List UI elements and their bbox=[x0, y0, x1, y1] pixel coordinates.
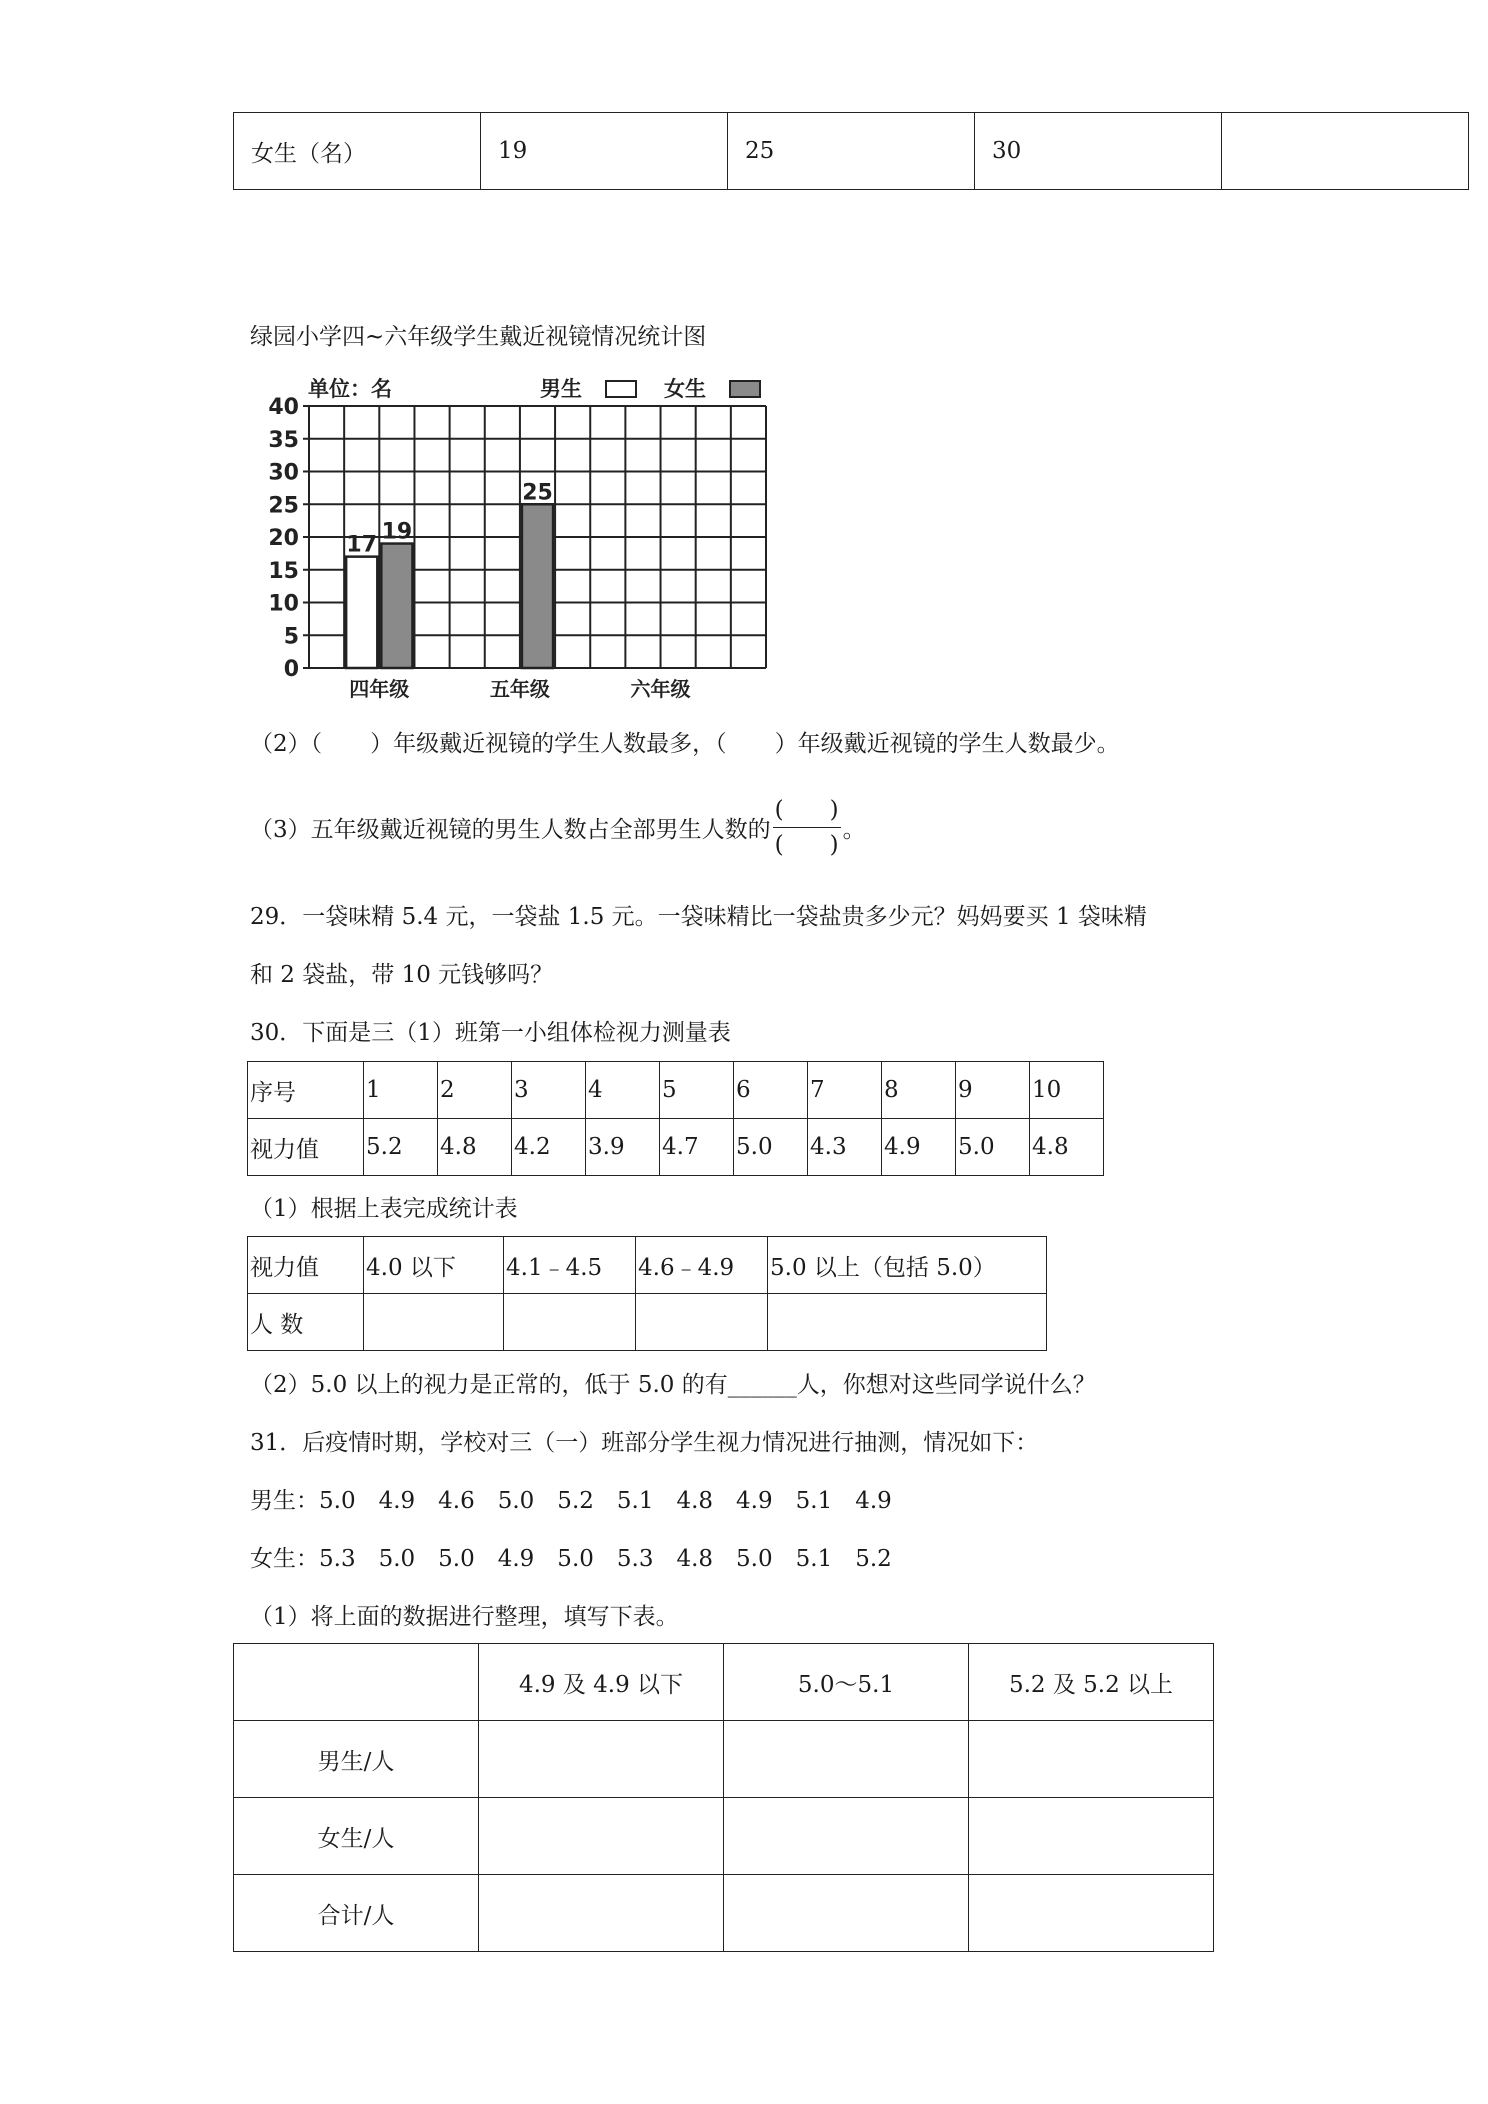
table-cell: 4 bbox=[586, 1062, 660, 1119]
question-31-sub1: （1）将上面的数据进行整理，填写下表。 bbox=[250, 1604, 679, 1630]
answer-cell[interactable] bbox=[724, 1798, 969, 1875]
x-category-label: 四年级 bbox=[349, 677, 410, 701]
fraction-denominator: ( ) bbox=[774, 832, 839, 858]
table-cell: 5.0 bbox=[734, 1119, 808, 1176]
table-row bbox=[234, 1721, 1214, 1798]
header-cell: 4.0 以下 bbox=[364, 1237, 504, 1294]
header-cell: 4.1﹣4.5 bbox=[504, 1237, 636, 1294]
question-31-title: 31．后疫情时期，学校对三（一）班部分学生视力情况进行抽测，情况如下： bbox=[250, 1430, 1039, 1456]
answer-cell[interactable] bbox=[969, 1798, 1214, 1875]
q3-text: （3）五年级戴近视镜的男生人数占全部男生人数的 bbox=[250, 817, 771, 843]
question-29-line1: 29．一袋味精 5.4 元，一袋盐 1.5 元。一袋味精比一袋盐贵多少元？妈妈要买 1 袋味精 bbox=[250, 904, 1147, 930]
y-tick-label: 0 bbox=[283, 657, 299, 682]
header-cell: 5.0 以上（包括 5.0） bbox=[768, 1237, 1047, 1294]
answer-cell[interactable] bbox=[636, 1294, 768, 1351]
row-label: 合计/人 bbox=[234, 1875, 479, 1952]
table-cell: 8 bbox=[882, 1062, 956, 1119]
fraction-blank[interactable] bbox=[773, 795, 841, 860]
answer-cell[interactable] bbox=[724, 1721, 969, 1798]
table-row bbox=[248, 1119, 1104, 1176]
unit-label: 单位：名 bbox=[308, 377, 392, 401]
header-cell: 4.6﹣4.9 bbox=[636, 1237, 768, 1294]
y-tick-label: 25 bbox=[268, 493, 299, 519]
row-label: 序号 bbox=[248, 1062, 364, 1119]
table-cell: 4.8 bbox=[438, 1119, 512, 1176]
q2-part-b: ）年级戴近视镜的学生人数最多，（ bbox=[370, 731, 727, 757]
fraction-numerator: ( ) bbox=[773, 795, 841, 828]
table-cell: 4.7 bbox=[660, 1119, 734, 1176]
row-label: 视力值 bbox=[248, 1119, 364, 1176]
bar bbox=[381, 544, 412, 668]
q2-part-a: （2）（ bbox=[250, 731, 323, 757]
table-cell: 2 bbox=[438, 1062, 512, 1119]
y-tick-label: 35 bbox=[268, 427, 299, 453]
table-cell: 5.2 bbox=[364, 1119, 438, 1176]
legend-swatch-boys bbox=[606, 381, 636, 397]
question-30-title: 30．下面是三（1）班第一小组体检视力测量表 bbox=[250, 1020, 731, 1046]
question-30-sub2: （2）5.0 以上的视力是正常的，低于 5.0 的有______人，你想对这些同学说什么？ bbox=[250, 1372, 1096, 1398]
bar bbox=[346, 557, 377, 668]
data-label: 19 bbox=[381, 519, 413, 545]
row-label: 女生（名） bbox=[234, 113, 481, 190]
legend-swatch-girls bbox=[730, 381, 760, 397]
y-tick-label: 15 bbox=[268, 558, 299, 584]
q3-end: 。 bbox=[842, 817, 866, 843]
answer-cell[interactable] bbox=[479, 1798, 724, 1875]
table-cell: 3 bbox=[512, 1062, 586, 1119]
table-cell: 10 bbox=[1030, 1062, 1104, 1119]
row-label: 女生/人 bbox=[234, 1798, 479, 1875]
table-row bbox=[248, 1062, 1104, 1119]
header-cell-blank bbox=[234, 1644, 479, 1721]
answer-cell[interactable] bbox=[724, 1875, 969, 1952]
header-cell: 5.2 及 5.2 以上 bbox=[969, 1644, 1214, 1721]
question-2 bbox=[250, 729, 1120, 759]
legend-label-girls: 女生 bbox=[664, 377, 706, 401]
y-tick-label: 5 bbox=[283, 624, 299, 650]
y-tick-label: 10 bbox=[268, 591, 299, 617]
girls-count-table bbox=[233, 112, 1469, 190]
table-cell: 4.8 bbox=[1030, 1119, 1104, 1176]
vision-measure-table bbox=[247, 1061, 1104, 1176]
table-row bbox=[248, 1294, 1047, 1351]
legend-label-boys: 男生 bbox=[540, 377, 582, 401]
table-row bbox=[234, 1798, 1214, 1875]
row-label: 男生/人 bbox=[234, 1721, 479, 1798]
answer-cell[interactable] bbox=[969, 1721, 1214, 1798]
y-tick-label: 30 bbox=[268, 460, 299, 486]
table-row bbox=[234, 1875, 1214, 1952]
bar-chart bbox=[268, 372, 792, 702]
table-cell: 30 bbox=[975, 113, 1222, 190]
header-cell: 5.0～5.1 bbox=[724, 1644, 969, 1721]
table-cell: 4.3 bbox=[808, 1119, 882, 1176]
table-cell: 7 bbox=[808, 1062, 882, 1119]
y-tick-label: 40 bbox=[268, 395, 299, 420]
chart-title: 绿园小学四~六年级学生戴近视镜情况统计图 bbox=[250, 324, 707, 350]
header-cell: 4.9 及 4.9 以下 bbox=[479, 1644, 724, 1721]
table-row bbox=[248, 1237, 1047, 1294]
table-cell: 4.2 bbox=[512, 1119, 586, 1176]
answer-cell[interactable] bbox=[479, 1875, 724, 1952]
answer-cell[interactable] bbox=[504, 1294, 636, 1351]
data-label: 17 bbox=[346, 532, 378, 558]
table-cell: 3.9 bbox=[586, 1119, 660, 1176]
table-cell: 5.0 bbox=[956, 1119, 1030, 1176]
table-row bbox=[234, 113, 1469, 190]
x-category-label: 六年级 bbox=[630, 677, 691, 701]
data-label: 25 bbox=[522, 480, 553, 506]
y-tick-label: 20 bbox=[268, 526, 299, 551]
x-category-label: 五年级 bbox=[489, 677, 550, 701]
q2-part-c: ）年级戴近视镜的学生人数最少。 bbox=[774, 731, 1120, 757]
question-29-line2: 和 2 袋盐，带 10 元钱够吗？ bbox=[250, 962, 554, 988]
answer-cell[interactable] bbox=[364, 1294, 504, 1351]
table-cell: 9 bbox=[956, 1062, 1030, 1119]
answer-cell[interactable] bbox=[969, 1875, 1214, 1952]
question-3 bbox=[250, 795, 866, 860]
header-cell: 视力值 bbox=[248, 1237, 364, 1294]
question-31-boys: 男生：5.0 4.9 4.6 5.0 5.2 5.1 4.8 4.9 5.1 4.9 bbox=[250, 1488, 892, 1514]
table-cell: 4.9 bbox=[882, 1119, 956, 1176]
answer-cell[interactable] bbox=[768, 1294, 1047, 1351]
table-cell: 6 bbox=[734, 1062, 808, 1119]
bar bbox=[522, 504, 553, 668]
question-31-girls: 女生：5.3 5.0 5.0 4.9 5.0 5.3 4.8 5.0 5.1 5.2 bbox=[250, 1546, 892, 1572]
table-cell-blank bbox=[1222, 113, 1469, 190]
table-cell: 1 bbox=[364, 1062, 438, 1119]
question-30-sub1: （1）根据上表完成统计表 bbox=[250, 1196, 518, 1222]
sample-summary-table bbox=[233, 1643, 1214, 1952]
table-row bbox=[234, 1644, 1214, 1721]
row-label: 人 数 bbox=[248, 1294, 364, 1351]
table-cell: 5 bbox=[660, 1062, 734, 1119]
table-cell: 19 bbox=[481, 113, 728, 190]
vision-stat-table bbox=[247, 1236, 1047, 1351]
table-cell: 25 bbox=[728, 113, 975, 190]
answer-cell[interactable] bbox=[479, 1721, 724, 1798]
